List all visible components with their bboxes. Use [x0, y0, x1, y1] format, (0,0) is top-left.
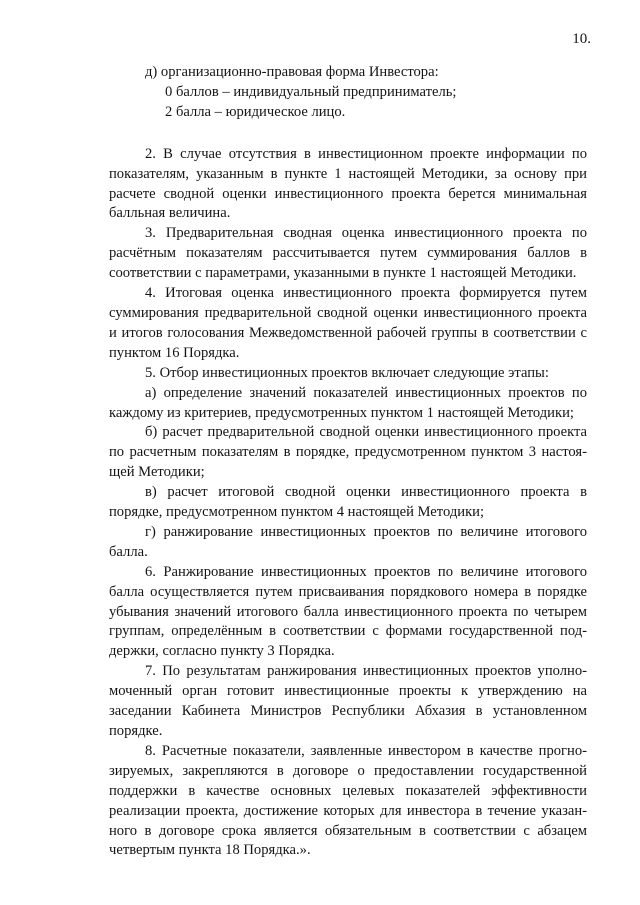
- paragraph-5: [109, 364, 587, 384]
- paragraph-line: а) определение значений показателей инвестиционных проектов по: [145, 384, 587, 401]
- paragraphs: [109, 145, 587, 862]
- paragraph-line: заседании Кабинета Министров Республики Абхазия в установленном: [109, 703, 587, 720]
- paragraph-4: [109, 284, 587, 364]
- paragraph-line: пунктом 16 Порядка.: [109, 344, 240, 361]
- paragraph-line: балла осуществляется путем присваивания порядкового номера в порядке: [109, 583, 587, 600]
- intro-option-0: 0 баллов – индивидуальный предприниматель;: [165, 83, 457, 100]
- paragraph-line: соответствии с параметрами, указанными в пункте 1 настоящей Методики.: [109, 265, 577, 282]
- paragraph-2: [109, 145, 587, 225]
- paragraph-line: 2. В случае отсутствия в инвестиционном проекте информации по: [145, 145, 587, 162]
- paragraph-line: балльная величина.: [109, 205, 231, 222]
- paragraph-line: 6. Ранжирование инвестиционных проектов по величине итогового: [145, 563, 587, 580]
- paragraph-line: убывания значений итогового балла инвестиционного проекта по четырем: [109, 603, 587, 620]
- paragraph-line: порядке, предусмотренном пунктом 4 настоящей Методики;: [109, 504, 485, 521]
- paragraph-line: 4. Итоговая оценка инвестиционного проекта формируется путем: [145, 285, 587, 302]
- paragraph-line: и итогов голосования Межведомственной рабочей группы в соответствии с: [109, 324, 587, 341]
- paragraph-line: расчётным показателям рассчитывается путем суммирования баллов в: [109, 245, 587, 262]
- paragraph-5g: [109, 523, 587, 563]
- paragraph-line: по расчетным показателям в порядке, предусмотренном пунктом 3 настоя-: [109, 444, 587, 461]
- paragraph-line: 5. Отбор инвестиционных проектов включает следующие этапы:: [145, 364, 549, 381]
- paragraph-line: 7. По результатам ранжирования инвестиционных проектов уполно-: [145, 663, 587, 680]
- paragraph-8: [109, 742, 587, 861]
- paragraph-line: показателям, указанным в пункте 1 настоящей Методики, за основу при: [109, 165, 587, 182]
- paragraph-6: [109, 563, 587, 663]
- intro-line-d: д) организационно-правовая форма Инвестора:: [145, 64, 439, 80]
- paragraph-line: балла.: [109, 543, 148, 560]
- paragraph-line: щей Методики;: [109, 464, 205, 481]
- paragraph-line: группам, определённым в соответствии с формами государственной под-: [109, 623, 587, 640]
- paragraph-line: поддержки в качестве основных целевых показателей эффективности: [109, 782, 587, 799]
- paragraph-line: порядке.: [109, 723, 163, 739]
- intro-option-2: 2 балла – юридическое лицо.: [165, 103, 346, 120]
- paragraph-7: [109, 662, 587, 742]
- paragraph-5b: [109, 423, 587, 483]
- paragraph-line: держки, согласно пункту 3 Порядка.: [109, 643, 335, 660]
- paragraph-line: в) расчет итоговой сводной оценки инвестиционного проекта в: [145, 484, 587, 501]
- paragraph-gap: [109, 123, 587, 145]
- paragraph-line: моченный орган готовит инвестиционные проекты к утверждению на: [109, 683, 587, 700]
- document-body: [109, 63, 587, 861]
- paragraph-line: четвертым пункта 18 Порядка.».: [109, 842, 311, 859]
- paragraph-line: 3. Предварительная сводная оценка инвестиционного проекта по: [145, 225, 587, 242]
- paragraph-line: реализации проекта, достижение которых для инвестора в течение указан-: [109, 802, 587, 819]
- paragraph-line: ного в договоре срока является обязательным в соответствии с абзацем: [109, 822, 587, 839]
- paragraph-line: г) ранжирование инвестиционных проектов по величине итогового: [145, 523, 587, 540]
- paragraph-line: расчете сводной оценки инвестиционного проекта берется минимальная: [109, 185, 587, 202]
- paragraph-line: суммирования предварительной сводной оценки инвестиционного проекта: [109, 304, 587, 321]
- paragraph-line: каждому из критериев, предусмотренных пунктом 1 настоящей Методики;: [109, 404, 574, 421]
- paragraph-3: [109, 224, 587, 284]
- paragraph-5a: [109, 384, 587, 424]
- paragraph-line: зируемых, закрепляются в договоре о предоставлении государственной: [109, 762, 587, 779]
- paragraph-5v: [109, 483, 587, 523]
- paragraph-line: 8. Расчетные показатели, заявленные инвестором в качестве прогно-: [145, 742, 587, 759]
- paragraph-line: б) расчет предварительной сводной оценки инвестиционного проекта: [145, 424, 587, 441]
- page-number: 10.: [572, 31, 591, 47]
